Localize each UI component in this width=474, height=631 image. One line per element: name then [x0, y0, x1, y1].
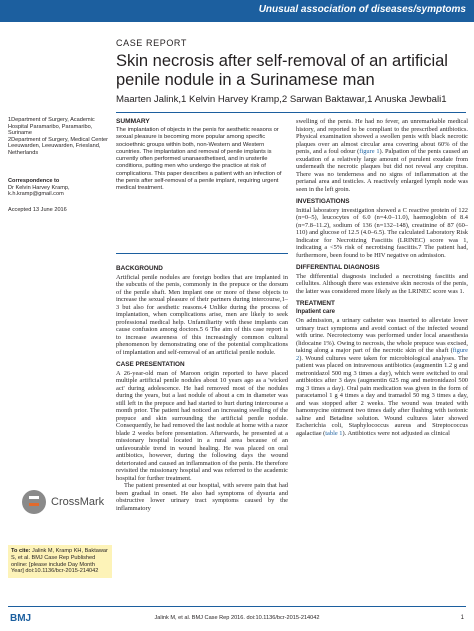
summary-text: The implantation of objects in the penis for aesthetic reasons or sexual pleasure is becoming more popular among specific socioethnic groups within both, non-Western and Western countries. The implantation and removal of penile implants is currently often performed unanaesthetised, and in unsterile conditions, putting men who undergo the practice at risk of complications. This paper describes a patient with an infection of the penis after self-removal of a penile implant, requiring urgent medical treatment. — [116, 127, 282, 192]
citation-box — [8, 545, 112, 578]
summary-divider — [116, 253, 288, 254]
exam-paragraph — [296, 118, 468, 193]
accepted-text: Accepted 13 June 2016 — [8, 207, 67, 213]
case-presentation-para1: A 26-year-old man of Maroon origin reported to have placed multiple artificial penile nodules about 10 years ago as a 'wicked act' during adolescence. He had removed most of the nodules during the years, but a last nodule of about a cm in diameter was still left in the prepuce and had started to hurt during intercourse a month prior. The patient had noticed an increasing swelling of the prepuce and skin surrounding the artificial penile nodule. Consequently, he had removed the last nodule at home with a razor blade 2 weeks before presentation. Afterwards, he presented at a missionary hospital located in a rural area because of an unfavourable trend in wound healing. He was placed on oral antibiotics, however, during the following days the wound deteriorated and caused an inflammation of the penis. He therefore revisited the missionary hospital and was referred to the academic hospital for further treatment. — [116, 369, 288, 482]
page-number: 1 — [460, 615, 464, 621]
figure-2-link[interactable]: figure 2 — [296, 347, 468, 362]
crossmark-label: CrossMark — [51, 496, 105, 508]
column-right — [296, 118, 468, 437]
header-divider — [116, 112, 466, 113]
accepted-date — [8, 207, 108, 214]
exam-text-b: ). Palpation of the penis caused an exudation of a relatively large amount of purulent exudate from underneath the necrotic plaques but did not reveal any crepitus. There was no tenderness and no signs of inflammation at the perianal area and testicles. A reactively enlarged lymph node was seen in the left groin. — [296, 148, 468, 193]
treatment-heading: TREATMENT — [296, 300, 335, 307]
background-heading: BACKGROUND — [116, 265, 163, 272]
footer-divider — [8, 606, 466, 607]
treatment-text-b: ). Wound cultures were taken for microbiological analyses. The patient was placed on intravenous antibiotics (augmentin 1.2 g and metronidazol 500 mg 3 times a day), which were switched to oral antibiotics after 3 days (augmentin 625 mg and metronidazol 500 mg 3 times a day). Oral pain medication was given in the form of paracetamol 1 g 4 times a day and tramadol 50 mg 3 times a day, and was stopped after 2 weeks. The wound was treated with hamomycine ointment two times daily after flushing with isotonic saline and Betadine solution. Wound cultures later showed Escherichia coli, Staphylococcus aureus and Streptococcus agalactiae ( — [296, 354, 468, 437]
treatment-paragraph — [296, 317, 468, 437]
affiliations-text: 1Department of Surgery, Academic Hospital Paramaribo, Paramaribo, Suriname 2Department of Surgery, Medical Center Leeuwarden, Leeuwarden, Friesland, Netherlands — [8, 117, 109, 156]
article-title: Skin necrosis after self-removal of an artificial penile nodule in a Surinamese man — [116, 52, 448, 89]
correspondence-body[interactable]: Dr Kelvin Harvey Kramp, k.h.kramp@gmail.com — [8, 184, 70, 198]
table-1-link[interactable]: table 1 — [325, 429, 343, 437]
investigations-text: Initial laboratory investigation showed a C reactive protein of 122 (n=0–5), leucocytes of 6.0 (n=4.0–11.0), haemoglobin of 8.4 (n=7.8–11.2), sodium of 136 (n=132–148), creatinine of 87 (60–110) and glucose of 12.5 (4.0–6.5). The calculated Laboratory Risk Indicator for Necrotizing Fasciitis (LRINEC) score was 1, indicating a <5% risk of necrotising fasciitis.7 The patient had, furthermore, been found to be HIV negative on admission. — [296, 206, 468, 259]
treatment-text-c: ). Antibiotics were not adjusted as clinical — [342, 429, 450, 437]
citation-text: Jalink M, Kramp KH, Baktawar S, et al. BMJ Case Rep Published online: [please include Day Month Year] doi:10.1136/bcr-2015-214042 — [11, 548, 108, 575]
summary-heading: SUMMARY — [116, 118, 150, 125]
figure-1-link[interactable]: figure 1 — [359, 148, 380, 155]
correspondence — [8, 178, 108, 198]
crossmark-badge[interactable] — [22, 490, 112, 516]
article-type: CASE REPORT — [116, 38, 187, 48]
case-presentation-heading: CASE PRESENTATION — [116, 361, 185, 368]
inpatient-care-subheading: Inpatient care — [296, 308, 336, 315]
author-list: Maarten Jalink,1 Kelvin Harvey Kramp,2 Sarwan Baktawar,1 Anuska Jewbali1 — [116, 94, 447, 105]
case-presentation-para2: The patient presented at our hospital, with severe pain that had been gradual in onset. He also had symptoms of dysuria and obstructive lower urinary tract symptoms caused by the inflammatory — [116, 482, 288, 512]
bmj-logo: BMJ — [10, 613, 32, 624]
journal-banner — [0, 0, 474, 22]
column-left — [116, 265, 288, 512]
investigations-heading: INVESTIGATIONS — [296, 198, 350, 205]
exam-text-a: swelling of the penis. He had no fever, an unremarkable medical history, and reported to be compliant to the prescribed antibiotics. Physical examination showed a swollen penis with black necrotic plaques over an almost circular area covering about 60% of the penis, and a foul odour ( — [296, 118, 468, 155]
citation-label: To cite: — [11, 548, 31, 554]
treatment-text-a: On admission, a urinary catheter was inserted to alleviate lower urinary tract symptoms and avoid contact of the infected wound with urine. Necrotectomy was performed under local anaesthesia (lidocaine 1%). Owing to necrosis, the whole prepuce was excised, taking along a major part of the necrotic skin of the shaft ( — [296, 317, 468, 354]
correspondence-heading: Correspondence to — [8, 178, 60, 184]
crossmark-icon — [22, 490, 46, 514]
footer-citation: Jalink M, et al. BMJ Case Rep 2016. doi:10.1136/bcr-2015-214042 — [154, 615, 320, 621]
differential-text: The differential diagnosis included a necrotising fasciitis and cellulites. Although there was extensive skin necrosis of the penis, the latter was considered more likely as the LRINEC score was 1. — [296, 272, 468, 295]
banner-text: Unusual association of diseases/symptoms — [258, 4, 466, 15]
affiliations — [8, 117, 108, 157]
background-text: Artificial penile nodules are foreign bodies that are implanted in the subcutis of the penis, commonly in the prepuce or the dorsum of the penile shaft. Men implant one or more of these objects to increase the sexual pleasure of their partners during intercourse,1–3 but also for aesthetic reasons.4 Unlike during the process of implantation, when complications arise, men are likely to seek professional medical help. Unfamiliarity with these implants can cause confusion among doctors.5 6 The aim of this case report is to increase awareness of this increasingly common cultural phenomenon by demonstrating one of the potential complications of implantation and self-removal of an artificial penile nodule. — [116, 273, 288, 356]
differential-heading: DIFFERENTIAL DIAGNOSIS — [296, 264, 380, 271]
